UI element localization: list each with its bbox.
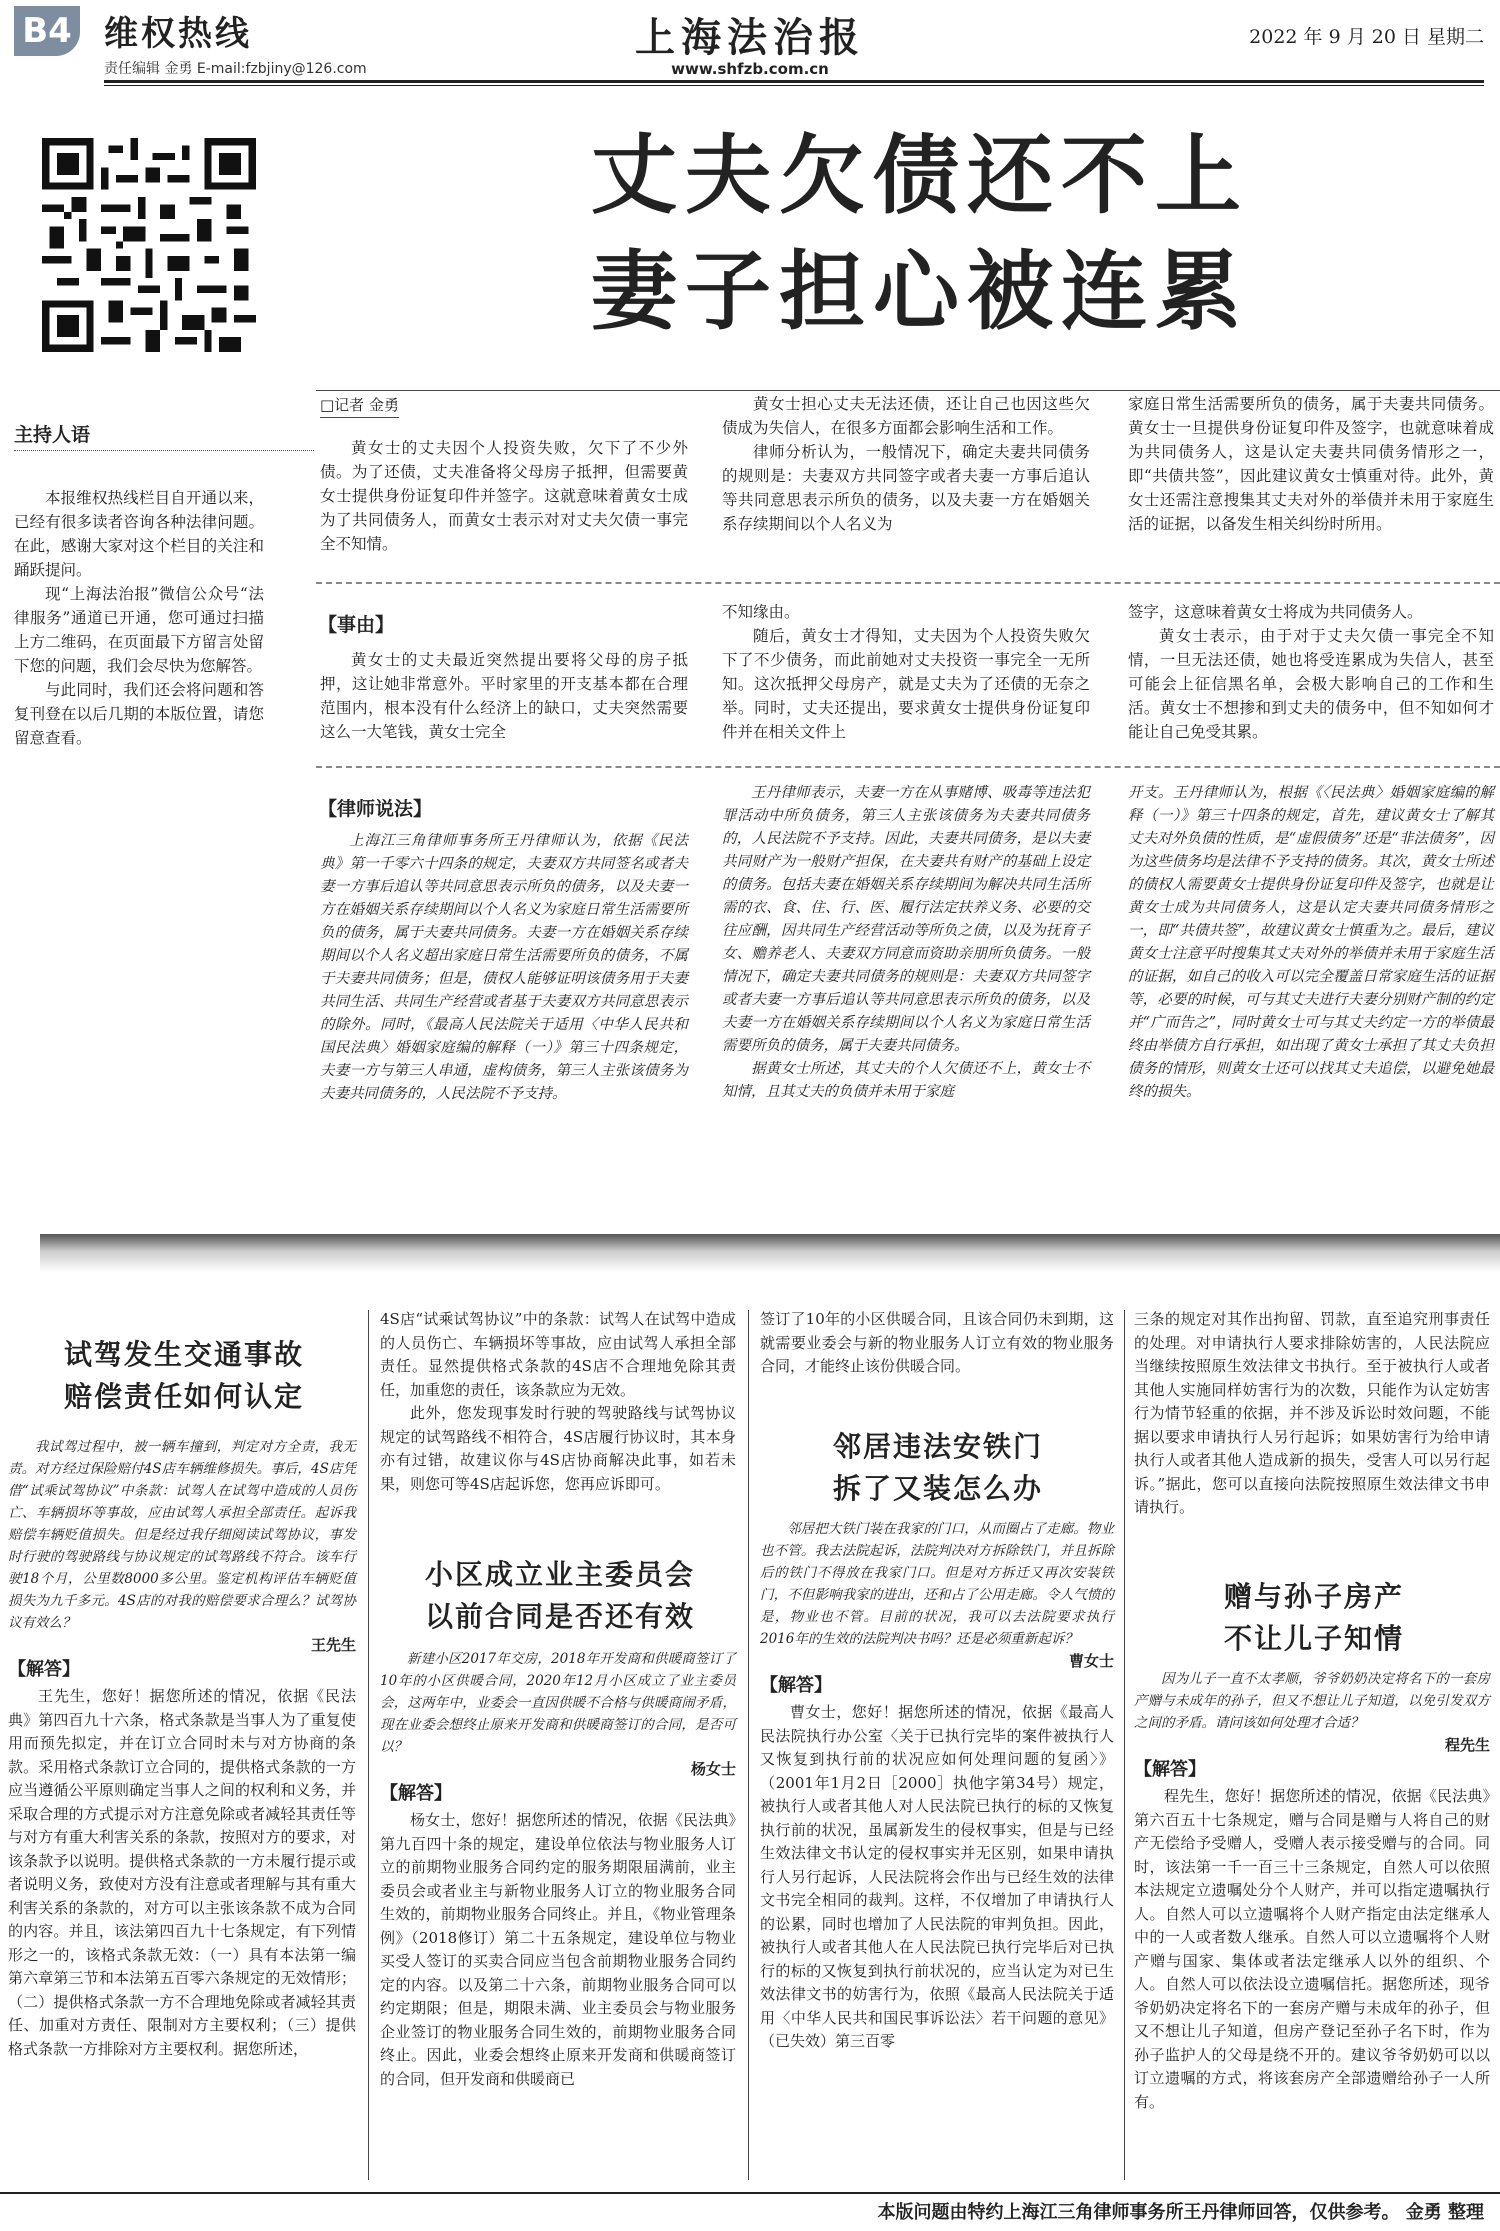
facts-paragraph: 黄女士表示，由于对于丈夫欠债一事完全不知情，一旦无法还债，她也将受连累成为失信人，甚至可能会上征信黑名单，会极大影响自己的工作和生活。黄女士不想掺和到丈夫的债务中，但不知如何才能让自己免受其累。	[1128, 627, 1494, 741]
headline-line-2: 妻子担心被连累	[591, 242, 1249, 342]
lawyer-paragraph: 上海江三角律师事务所王丹律师认为，依据《民法典》第一千零六十四条的规定，夫妻双方共同签名或者夫妻一方事后追认等共同意思表示所负的债务，以及夫妻一方在婚姻关系存续期间以个人名义为家庭日常生活需要所负的债务，属于夫妻共同债务。夫妻一方在婚姻关系存续期间以个人名义超出家庭日常生活需要所负的债务，不属于夫妻共同债务；但是，债权人能够证明该债务用于夫妻共同生活、共同生产经营或者基于夫妻双方共同意思表示的除外。同时，《最高人民法院关于适用〈中华人民共和国民法典〉婚姻家庭编的解释（一）》第三十四条规定，夫妻一方与第三人串通，虚构债务，第三人主张该债务为夫妻共同债务的，人民法院不予支持。	[320, 833, 688, 1102]
q3-title	[752, 1426, 1124, 1510]
lead-rule	[316, 390, 1500, 391]
section-divider-bar	[40, 1234, 1500, 1272]
lead-col-3	[1128, 392, 1494, 536]
lawyer-title: 【律师说法】	[318, 798, 433, 820]
q4-title-line-1: 赠与孙子房产	[1223, 1580, 1404, 1613]
q1-answer-cont: 此外，您发现事发时行驶的驾驶路线与试驾协议规定的试驾路线不相符合，4S店履行协议时，其本身亦有过错，故建议你与4S店协商解决此事，如若未果，则您可等4S店起诉您，您再应诉即可。	[380, 1404, 736, 1493]
q3-answer-cont: 三条的规定对其作出拘留、罚款，直至追究刑事责任的处理。对申请执行人要求排除妨害的，人民法院应当继续按照原生效法律文书执行。至于被执行人或者其他人实施同样妨害行为的次数，只能作为认定妨害行为情节轻重的依据，并不涉及诉讼时效问题，不能据以要求申请执行人另行起诉；如果妨害行为给申请执行人或者其他人造成新的损失，受害人可以另行起诉。”据此，您可以直接向法院按照原生效法律文书申请执行。	[1134, 1310, 1490, 1516]
facts-col-2	[722, 600, 1090, 744]
masthead-rule	[104, 80, 1484, 83]
q3-title-line-2: 拆了又装怎么办	[832, 1472, 1043, 1505]
facts-col-1	[320, 648, 688, 744]
facts-paragraph: 黄女士的丈夫最近突然提出要将父母的房子抵押，这让她非常意外。平时家里的开支基本都在合理范围内，根本没有什么经济上的缺口，丈夫突然需要这么一大笔钱，黄女士完全	[320, 651, 688, 741]
facts-paragraph: 随后，黄女士才得知，丈夫因为个人投资失败欠下了不少债务，而此前她对丈夫投资一事完全一无所知。这次抵押父母房产，就是丈夫为了还债的无奈之举。同时，丈夫还提出，要求黄女士提供身份证复印件并在相关文件上	[722, 627, 1090, 741]
q4-body	[1134, 1668, 1490, 2114]
q2-question: 新建小区2017年交房，2018年开发商和供暖商签订了10年的小区供暖合同，2020年12月小区成立了业主委员会，这两年中，业委会一直因供暖不合格与供暖商闹矛盾，现在业委会想终止原来开发商和供暖商签订的合同，是否可以？	[380, 1651, 736, 1755]
host-notes	[14, 486, 264, 750]
q4-answer-label: 【解答】	[1134, 1759, 1206, 1780]
lead-col-1	[320, 436, 688, 556]
issue-date: 2022 年 9 月 20 日 星期二	[1249, 26, 1484, 48]
q2-title-line-1: 小区成立业主委员会	[424, 1558, 695, 1591]
host-paragraph: 与此同时，我们还会将问题和答复刊登在以后几期的本版位置，请您留意查看。	[14, 681, 264, 747]
q3-asker: 曹女士	[1068, 1652, 1114, 1670]
lawyer-divider	[316, 766, 1500, 768]
host-title: 主持人语	[14, 424, 91, 446]
host-paragraph: 现“上海法治报”微信公众号“法律服务”通道已开通，您可通过扫描上方二维码，在页面最下方留言处留下您的问题，我们会尽快为您解答。	[14, 585, 264, 675]
q1-title-line-2: 赔偿责任如何认定	[63, 1380, 304, 1413]
lead-col-2	[722, 392, 1090, 536]
q2-answer-cont: 签订了10年的小区供暖合同，且该合同仍未到期，这就需要业委会与新的物业服务人订立有效的物业服务合同，才能终止该份供暖合同。	[760, 1310, 1114, 1375]
lawyer-col-1	[320, 830, 688, 1106]
q4-answer: 程先生，您好！据您所述的情况，依据《民法典》第六百五十七条规定，赠与合同是赠与人将自己的财产无偿给予受赠人，受赠人表示接受赠与的合同。同时，该法第一千一百三十三条规定，自然人可以依照本法规定立遗嘱处分个人财产，并可以指定遗嘱执行人。自然人可以立遗嘱将个人财产指定由法定继承人中的一人或者数人继承。自然人可以立遗嘱将个人财产赠与国家、集体或者法定继承人以外的组织、个人。自然人可以依法设立遗嘱信托。据您所述，现爷爷奶奶决定将名下的一套房产赠与未成年的孙子，但又不想让儿子知道，但房产登记至孙子名下时，作为孙子监护人的父母是绕不开的。建议爷爷奶奶可以以订立遗嘱的方式，将该套房产全部遗赠给孙子一人所有。	[1134, 1787, 1490, 2111]
q1-answer-label: 【解答】	[8, 1659, 80, 1680]
lawyer-col-3	[1128, 782, 1494, 1104]
main-headline	[520, 118, 1320, 350]
lead-paragraph: 黄女士的丈夫因个人投资失败，欠下了不少外债。为了还债，丈夫准备将父母房子抵押，但需要黄女士提供身份证复印件并签字。这就意味着黄女士成为了共同债务人，而黄女士表示对对丈夫欠债一事完全不知情。	[320, 439, 688, 553]
qr-code-icon[interactable]	[42, 138, 256, 352]
column-rule	[1124, 1310, 1125, 2180]
q4-asker: 程先生	[1444, 1736, 1490, 1754]
headline-line-1: 丈夫欠债还不上	[591, 126, 1249, 226]
lead-paragraph: 家庭日常生活需要所负的债务，属于夫妻共同债务。黄女士一旦提供身份证复印件及签字，也就意味着成为共同债务人，这是认定夫妻共同债务情形之一，即“共债共签”，因此建议黄女士慎重对待。此外，黄女士还需注意搜集其丈夫对外的举债并未用于家庭生活的证据，以备发生相关纠纷时所用。	[1128, 395, 1494, 533]
q1-question: 我试驾过程中，被一辆车撞到，判定对方全责，我无责。对方经过保险赔付4S店车辆维修损失。事后，4S店凭借“试乘试驾协议”中条款：试驾人在试驾中造成的人员伤亡、车辆损坏等事故，应由试驾人承担全部责任。起诉我赔偿车辆贬值损失。但是经过我仔细阅读试驾协议，事发时行驶的驾驶路线与协议规定的试驾路线不符合。该车行驶18个月，公里数8000多公里。鉴定机构评估车辆贬值损失为九千多元。4S店的对我的赔偿要求合理么？试驾协议有效么？	[8, 1439, 356, 1631]
column-rule	[748, 1310, 749, 2180]
q2-body	[380, 1648, 736, 2091]
q1-asker: 王先生	[310, 1636, 356, 1654]
lead-paragraph: 律师分析认为，一般情况下，确定夫妻共同债务的规则是：夫妻双方共同签字或者夫妻一方事后追认等共同意思表示所负的债务，以及夫妻一方在婚姻关系存续期间以个人名义为	[722, 443, 1090, 533]
facts-paragraph: 签字，这意味着黄女士将成为共同债务人。	[1128, 603, 1423, 621]
q4-title	[1128, 1576, 1500, 1660]
q4-question: 因为儿子一直不太孝顺，爷爷奶奶决定将名下的一套房产赠与未成年的孙子，但又不想让儿子知道，以免引发双方之间的矛盾。请问该如何处理才合适？	[1134, 1671, 1490, 1731]
q1-answer-cont: 4S店“试乘试驾协议”中的条款：试驾人在试驾中造成的人员伤亡、车辆损坏等事故，应由试驾人承担全部责任。显然提供格式条款的4S店不合理地免除其责任，加重您的责任，该条款应为无效。	[380, 1310, 736, 1399]
q3-answer: 曹女士，您好！据您所述的情况，依据《最高人民法院执行办公室〈关于已执行完毕的案件被执行人又恢复到执行前的状况应如何处理问题的复函〉》（2001年1月2日［2000］执他字第34号）规定，被执行人或者其他人对人民法院已执行的标的又恢复执行前的状况，虽属新发生的侵权事实，但是与已经生效法律文书认定的侵权事实并无区别，如果申请执行人另行起诉，人民法院将会作出与已经生效的法律文书完全相同的裁判。这样，不仅增加了申请执行人的讼累，同时也增加了人民法院的审判负担。因此，被执行人或者其他人在人民法院已执行完毕后对已执行的标的又恢复到执行前状况的，应当认定为对已生效法律文书的妨害行为，依照《最高人民法院关于适用〈中华人民共和国民事诉讼法〉若干问题的意见》（已失效）第三百零	[760, 1703, 1114, 2050]
q2-title	[372, 1554, 748, 1638]
lead-paragraph: 黄女士担心丈夫无法还债，还让自己也因这些欠债成为失信人，在很多方面都会影响生活和工作。	[722, 395, 1090, 437]
q3-answer-continued	[1134, 1308, 1490, 1520]
facts-divider	[316, 582, 1500, 584]
q1-answer-continued	[380, 1308, 736, 1496]
facts-paragraph: 不知缘由。	[722, 603, 800, 621]
lawyer-paragraph: 开支。王丹律师认为，根据《〈民法典〉婚姻家庭编的解释（一）》第三十四条的规定，首先，建议黄女士了解其丈夫对外负债的性质，是“虚假债务”还是“非法债务”，因为这些债务均是法律不予支持的债务。其次，黄女士所述的债权人需要黄女士提供身份证复印件及签字，也就是让黄女士成为共同债务人，这是认定夫妻共同债务情形之一，即“共债共签”，故建议黄女士慎重为之。最后，建议黄女士注意平时搜集其丈夫对外的举债并未用于家庭生活的证据，如自己的收入可以完全覆盖日常家庭生活的证据等，必要的时候，可与其丈夫进行夫妻分别财产制的约定并“广而告之”，同时黄女士可与其丈夫约定一方的举债最终由举债方自行承担，如出现了黄女士承担了其丈夫负担债务的情形，则黄女士还可以找其丈夫追偿，以避免她最终的损失。	[1128, 785, 1494, 1100]
q4-title-line-2: 不让儿子知情	[1223, 1622, 1404, 1655]
facts-col-3	[1128, 600, 1494, 744]
page-number: B4	[14, 6, 80, 56]
q1-title	[0, 1334, 368, 1418]
q3-title-line-1: 邻居违法安铁门	[832, 1430, 1043, 1463]
section-title: 维权热线	[104, 14, 252, 54]
q2-answer: 杨女士，您好！据您所述的情况，依据《民法典》第九百四十条的规定，建设单位依法与物业服务人订立的前期物业服务合同约定的服务期限届满前，业主委员会或者业主与新物业服务人订立的物业服务合同生效的，前期物业服务合同终止。并且，《物业管理条例》（2018修订）第二十五条规定，建设单位与物业买受人签订的买卖合同应当包含前期物业服务合同约定的内容。以及第二十六条，前期物业服务合同可以约定期限；但是，期限未满、业主委员会与物业服务企业签订的物业服务合同生效的，前期物业服务合同终止。因此，业委会想终止原来开发商和供暖商签订的合同，但开发商和供暖商已	[380, 1811, 736, 2088]
q1-answer: 王先生，您好！据您所述的情况，依据《民法典》第四百九十六条，格式条款是当事人为了重复使用而预先拟定，并在订立合同时未与对方协商的条款。采用格式条款订立合同的，提供格式条款的一方应当遵循公平原则确定当事人之间的权利和义务，并采取合理的方式提示对方注意免除或者减轻其责任等与对方有重大利害关系的条款，按照对方的要求，对该条款予以说明。提供格式条款的一方未履行提示或者说明义务，致使对方没有注意或者理解与其有重大利害关系的条款的，对方可以主张该条款不成为合同的内容。并且，该法第四百九十七条规定，有下列情形之一的，该格式条款无效：（一）具有本法第一编第六章第三节和本法第五百零六条规定的无效情形；（二）提供格式条款一方不合理地免除或者减轻其责任、加重对方责任、限制对方主要权利；（三）提供格式条款一方排除对方主要权利。据您所述，	[8, 1687, 356, 2058]
q3-question: 邻居把大铁门装在我家的门口，从而圈占了走廊。物业也不管。我去法院起诉，法院判决对方拆除铁门，并且拆除后的铁门不得放在我家门口。但是对方拆迁又再次安装铁门，不但影响我家的进出，还和占了公用走廊。令人气愤的是，物业也不管。目前的状况，我可以去法院要求执行2016年的生效的法院判决书吗？还是必须重新起诉？	[760, 1521, 1114, 1647]
q1-body	[8, 1436, 356, 2061]
footer-credit: 本版问题由特约上海江三角律师事务所王丹律师回答，仅供参考。 金勇 整理	[877, 2202, 1484, 2223]
q2-title-line-2: 以前合同是否还有效	[424, 1600, 695, 1633]
q2-answer-continued	[760, 1308, 1114, 1379]
byline: □记者 金勇	[320, 394, 399, 418]
lawyer-paragraph: 王丹律师表示，夫妻一方在从事赌博、吸毒等违法犯罪活动中所负债务，第三人主张该债务为夫妻共同债务的，人民法院不予支持。因此，夫妻共同债务，是以夫妻共同财产为一般财产担保，在夫妻共有财产的基础上设定的债务。包括夫妻在婚姻关系存续期间为解决共同生活所需的衣、食、住、行、医、履行法定扶养义务、必要的交往应酬，因共同生产经营活动等所负之债，以及为抚育子女、赡养老人、夫妻双方同意而资助亲朋所负债务。一般情况下，确定夫妻共同债务的规则是：夫妻双方共同签字或者夫妻一方事后追认等共同意思表示所负的债务，以及夫妻一方在婚姻关系存续期间以个人名义为家庭日常生活需要所负的债务，属于夫妻共同债务。	[722, 785, 1090, 1054]
host-divider	[14, 450, 314, 451]
q3-body	[760, 1518, 1114, 2054]
host-paragraph: 本报维权热线栏目自开通以来，已经有很多读者咨询各种法律问题。在此，感谢大家对这个栏目的关注和踊跃提问。	[14, 489, 264, 579]
website[interactable]: www.shfzb.com.cn	[671, 60, 829, 78]
lawyer-paragraph: 据黄女士所述，其丈夫的个人欠债还不上，黄女士不知情，且其丈夫的负债并未用于家庭	[722, 1061, 1090, 1100]
q1-title-line-1: 试驾发生交通事故	[63, 1338, 304, 1371]
q2-answer-label: 【解答】	[380, 1783, 452, 1804]
masthead-rule-thin	[104, 85, 1484, 86]
masthead	[0, 0, 1500, 80]
lawyer-col-2	[722, 782, 1090, 1104]
editor-info: 责任编辑 金勇 E-mail:fzbjiny@126.com	[104, 61, 367, 77]
facts-title: 【事由】	[318, 614, 395, 636]
newspaper-logo: 上海法治报	[635, 14, 865, 61]
q2-asker: 杨女士	[690, 1760, 736, 1778]
column-rule	[368, 1310, 369, 2180]
q3-answer-label: 【解答】	[760, 1675, 832, 1696]
